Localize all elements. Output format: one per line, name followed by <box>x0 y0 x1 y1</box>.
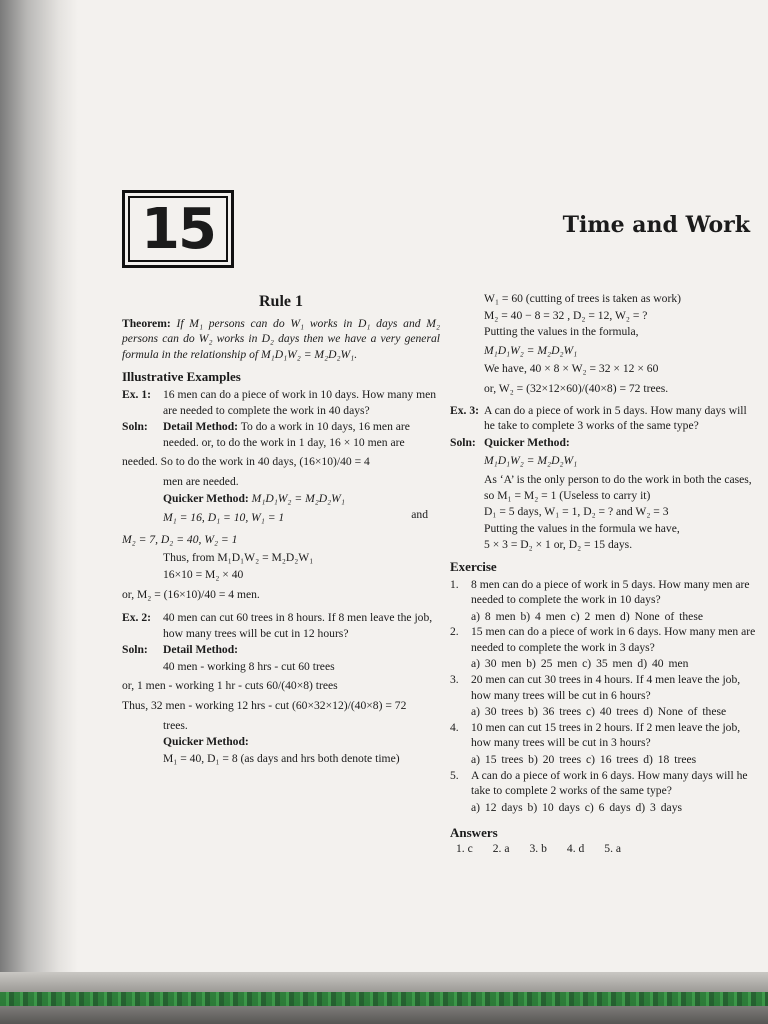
chapter-number: 15 <box>128 196 228 262</box>
example-2-detail-3: Thus, 32 men - working 12 hrs - cut (60×32×12)/(40×8) = 72 <box>122 699 407 713</box>
exercise-4 <box>450 720 760 751</box>
exercise-number: 4. <box>450 720 459 734</box>
example-3-label: Ex. 3: <box>450 403 479 417</box>
quicker-method-label-3: Quicker Method: <box>484 435 570 449</box>
exercise-options: a) 30 men b) 25 men c) 35 men d) 40 men <box>471 657 689 671</box>
exercise-heading: Exercise <box>450 558 497 574</box>
exercise-options: a) 8 men b) 4 men c) 2 men d) None of these <box>471 609 703 623</box>
answers-heading: Answers <box>450 825 498 841</box>
example-1 <box>122 387 440 418</box>
example-3-quicker-4: Putting the values in the formula we have, <box>484 521 680 535</box>
example-1-values-2: M₂ = 7, D₂ = 40, W₂ = 1 <box>122 532 238 546</box>
example-2-right-5: We have, 40 × 8 × W₂ = 32 × 12 × 60 <box>484 362 659 376</box>
answer-item: 2. a <box>492 842 510 855</box>
exercise-options: a) 15 trees b) 20 trees c) 16 trees d) 18 trees <box>471 753 697 767</box>
quicker-method-label-2: Quicker Method: <box>163 735 249 749</box>
example-1-solution <box>122 419 440 450</box>
answer-item: 3. b <box>529 842 547 855</box>
right-column <box>450 291 760 857</box>
example-1-detail-line-3: men are needed. <box>163 474 239 488</box>
theorem <box>122 316 440 363</box>
example-3-quicker-1: M₁D₁W₂ = M₂D₂W₁ <box>484 454 578 468</box>
example-3-solution <box>450 435 760 451</box>
example-3-text: A can do a piece of work in 5 days. How many days will he take to complete 3 works of the same type? <box>484 403 747 433</box>
answer-item: 1. c <box>456 842 473 855</box>
example-2-detail-2: or, 1 men - working 1 hr - cuts 60/(40×8) trees <box>122 679 338 693</box>
example-2-right-6: or, W₂ = (32×12×60)/(40×8) = 72 trees. <box>484 381 669 395</box>
example-3 <box>450 403 760 434</box>
answers-row <box>456 841 760 857</box>
example-3-quicker-3: D₁ = 5 days, W₁ = 1, D₂ = ? and W₂ = 3 <box>484 505 669 519</box>
exercise-question: A can do a piece of work in 6 days. How many days will he take to complete 2 works of the same type? <box>471 768 748 798</box>
example-1-quicker <box>163 491 440 507</box>
exercise-options: a) 12 days b) 10 days c) 6 days d) 3 days <box>471 800 682 814</box>
exercise-options: a) 30 trees b) 36 trees c) 40 trees d) None of these <box>471 705 727 719</box>
example-1-label: Ex. 1: <box>122 387 151 401</box>
example-1-thus: Thus, from M₁D₁W₂ = M₂D₂W₁ <box>163 551 314 565</box>
exercise-5 <box>450 768 760 799</box>
example-1-result: or, M₂ = (16×10)/40 = 4 men. <box>122 587 260 601</box>
example-3-quicker-5: 5 × 3 = D₂ × 1 or, D₂ = 15 days. <box>484 538 633 552</box>
example-1-text: 16 men can do a piece of work in 10 days. How many men are needed to complete the work in 40 days? <box>163 387 437 417</box>
example-3-quicker-2: As ‘A’ is the only person to do the work in both the cases, so M₁ = M₂ = 1 (Useless to carry it) <box>484 472 752 502</box>
left-column <box>122 294 440 767</box>
exercise-number: 5. <box>450 768 459 782</box>
chapter-title: Time and Work <box>562 212 750 238</box>
solution-label-2: Soln: <box>122 643 148 657</box>
example-1-equation: 16×10 = M₂ × 40 <box>163 567 244 581</box>
exercise-question: 8 men can do a piece of work in 5 days. How many men are needed to complete the work in 10 days? <box>471 577 750 607</box>
theorem-label: Theorem: <box>122 316 171 330</box>
example-2-right-4: M₁D₁W₂ = M₂D₂W₁ <box>484 343 578 357</box>
example-1-and: and <box>411 508 428 522</box>
example-2-quicker-1: M₁ = 40, D₁ = 8 (as days and hrs both denote time) <box>163 751 400 765</box>
answer-item: 5. a <box>604 842 622 855</box>
example-1-detail-text: To do a work in 10 days, 16 men are needed. or, to do the work in 1 day, 16 × 10 men are <box>163 420 410 449</box>
detail-method-label: Detail Method: <box>163 420 239 434</box>
exercise-number: 3. <box>450 673 459 687</box>
detail-method-label-2: Detail Method: <box>163 643 239 657</box>
example-2-detail-1: 40 men - working 8 hrs - cut 60 trees <box>163 659 335 673</box>
example-2-text: 40 men can cut 60 trees in 8 hours. If 8 men leave the job, how many trees will be cut in 12 hours? <box>163 611 433 640</box>
exercise-question: 15 men can do a piece of work in 6 days. How many men are needed to complete the work in 3 days? <box>471 625 756 654</box>
example-2-right-2: M₂ = 40 − 8 = 32 , D₂ = 12, W₂ = ? <box>484 308 648 322</box>
illustrative-heading: Illustrative Examples <box>122 369 241 385</box>
example-2-label: Ex. 2: <box>122 611 151 625</box>
example-1-quicker-formula: M₁D₁W₂ = M₂D₂W₁ <box>251 491 345 505</box>
example-2-right-3: Putting the values in the formula, <box>484 325 639 339</box>
exercise-3 <box>450 672 760 703</box>
theorem-text: If M₁ persons can do W₁ works in D₁ days and M₂ persons can do W₂ works in D₂ days then we have a very general formula in the relationship of M₁D₁W₂ = M₂D₂W₁. <box>122 316 440 361</box>
example-2 <box>122 610 440 641</box>
chapter-number-box <box>122 190 234 268</box>
example-1-detail-line-2: needed. So to do the work in 40 days, (16×10)/40 = 4 <box>122 455 370 469</box>
example-2-detail-4: trees. <box>163 718 188 732</box>
rule-heading: Rule 1 <box>259 293 303 310</box>
exercise-number: 1. <box>450 577 459 591</box>
scan-color-strip <box>0 992 768 1006</box>
exercise-question: 10 men can cut 15 trees in 2 hours. If 2 men leave the job, how many trees will be cut in 3 hours? <box>471 720 741 750</box>
answer-item: 4. d <box>566 842 585 855</box>
example-2-solution <box>122 642 440 658</box>
solution-label-3: Soln: <box>450 435 476 449</box>
example-1-values-1-text: M₁ = 16, D₁ = 10, W₁ = 1 <box>163 511 285 525</box>
exercise-1 <box>450 577 760 608</box>
page-gutter-shadow <box>0 0 78 980</box>
exercise-number: 2. <box>450 625 459 639</box>
solution-label: Soln: <box>122 420 148 434</box>
exercise-question: 20 men can cut 30 trees in 4 hours. If 4 men leave the job, how many trees will be cut in 6 hours? <box>471 673 741 702</box>
example-1-values-1 <box>163 507 440 529</box>
exercise-2 <box>450 624 760 655</box>
quicker-method-label: Quicker Method: <box>163 491 249 505</box>
example-2-right-1: W₁ = 60 (cutting of trees is taken as work) <box>484 292 681 305</box>
